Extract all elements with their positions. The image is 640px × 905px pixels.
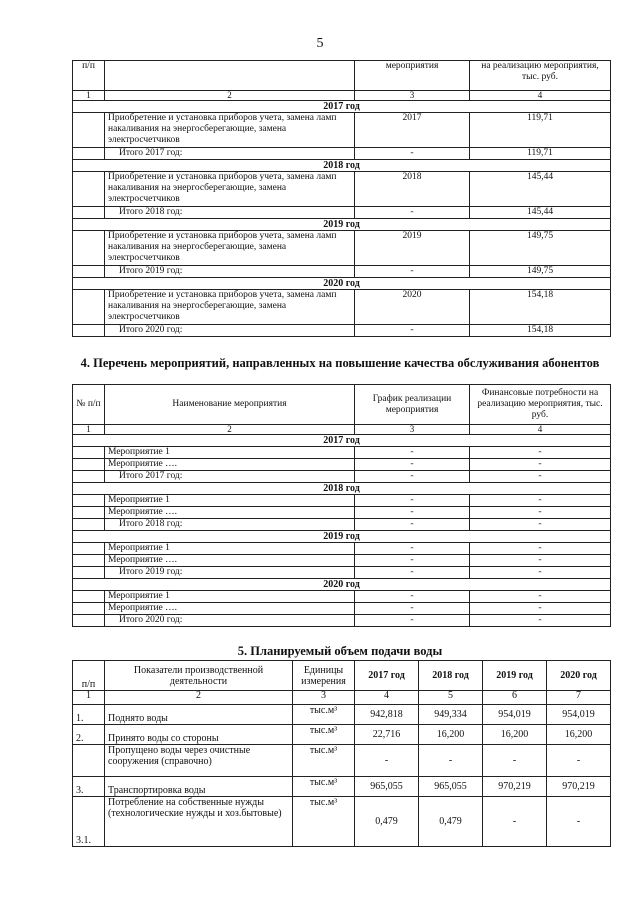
schedule-cell: - xyxy=(355,591,470,603)
schedule-cell: 2019 xyxy=(355,231,470,266)
value-cell: 954,019 xyxy=(547,705,611,725)
total-schedule: - xyxy=(355,325,470,337)
value-cell: 22,716 xyxy=(355,725,419,745)
header-cell: на реализацию мероприятия, тыс. руб. xyxy=(470,61,611,91)
value-cell: - xyxy=(355,745,419,777)
row-number: 2. xyxy=(73,725,105,745)
cost-cell: 145,44 xyxy=(470,172,611,207)
cost-cell: - xyxy=(470,459,611,471)
total-label: Итого 2019 год: xyxy=(105,266,355,278)
index-cell: 5 xyxy=(419,691,483,705)
value-cell: - xyxy=(419,745,483,777)
index-cell: 1 xyxy=(73,691,105,705)
index-cell: 4 xyxy=(470,425,611,435)
value-cell: 949,334 xyxy=(419,705,483,725)
header-cell: График реализации мероприятия xyxy=(355,385,470,425)
header-cell: № п/п xyxy=(73,385,105,425)
header-cell: Финансовые потребности на реализацию мероприятия, тыс. руб. xyxy=(470,385,611,425)
measure-name: Мероприятие 1 xyxy=(105,447,355,459)
measure-name: Мероприятие 1 xyxy=(105,495,355,507)
indicator-name: Пропущено воды через очистные сооружения (справочно) xyxy=(105,745,293,777)
measure-name: Мероприятие …. xyxy=(105,459,355,471)
value-cell: - xyxy=(547,797,611,847)
total-cost: - xyxy=(470,615,611,627)
index-cell: 3 xyxy=(355,91,470,101)
total-cost: - xyxy=(470,567,611,579)
index-cell: 4 xyxy=(470,91,611,101)
total-cost: - xyxy=(470,519,611,531)
total-schedule: - xyxy=(355,207,470,219)
index-cell: 7 xyxy=(547,691,611,705)
cost-cell: - xyxy=(470,603,611,615)
header-cell xyxy=(105,61,355,91)
total-label: Итого 2018 год: xyxy=(105,519,355,531)
value-cell: 16,200 xyxy=(547,725,611,745)
schedule-cell: - xyxy=(355,507,470,519)
total-schedule: - xyxy=(355,471,470,483)
measure-name: Мероприятие …. xyxy=(105,603,355,615)
unit-cell: тыс.м³ xyxy=(293,777,355,797)
year-heading: 2020 год xyxy=(73,278,611,290)
water-supply-table xyxy=(72,660,611,847)
indicator-name: Поднято воды xyxy=(105,705,293,725)
year-heading: 2018 год xyxy=(73,483,611,495)
cost-cell: 119,71 xyxy=(470,113,611,148)
total-label: Итого 2017 год: xyxy=(105,148,355,160)
header-cell: Показатели производственной деятельности xyxy=(105,661,293,691)
index-cell: 1 xyxy=(73,91,105,101)
header-cell: 2017 год xyxy=(355,661,419,691)
cost-cell: - xyxy=(470,495,611,507)
section-5-title: 5. Планируемый объем подачи воды xyxy=(237,644,443,658)
schedule-cell: - xyxy=(355,495,470,507)
schedule-cell: - xyxy=(355,459,470,471)
section-4-title: 4. Перечень мероприятий, направленных на повышение качества обслуживания абонентов xyxy=(80,356,600,370)
indicator-name: Потребление на собственные нужды (технологические нужды и хоз.бытовые) xyxy=(105,797,293,847)
year-heading: 2017 год xyxy=(73,101,611,113)
total-schedule: - xyxy=(355,519,470,531)
value-cell: 16,200 xyxy=(419,725,483,745)
header-cell: 2019 год xyxy=(483,661,547,691)
measure-name: Мероприятие 1 xyxy=(105,543,355,555)
schedule-cell: - xyxy=(355,555,470,567)
value-cell: 16,200 xyxy=(483,725,547,745)
cost-cell: 149,75 xyxy=(470,231,611,266)
header-cell: п/п xyxy=(73,61,105,91)
total-schedule: - xyxy=(355,615,470,627)
index-cell: 3 xyxy=(355,425,470,435)
total-cost: 145,44 xyxy=(470,207,611,219)
value-cell: 942,818 xyxy=(355,705,419,725)
schedule-cell: - xyxy=(355,603,470,615)
header-cell: мероприятия xyxy=(355,61,470,91)
row-number: 1. xyxy=(73,705,105,725)
index-cell: 4 xyxy=(355,691,419,705)
schedule-cell: 2020 xyxy=(355,290,470,325)
measure-name: Мероприятие …. xyxy=(105,507,355,519)
total-schedule: - xyxy=(355,266,470,278)
header-cell: п/п xyxy=(73,661,105,691)
unit-cell: тыс.м³ xyxy=(293,797,355,847)
year-heading: 2020 год xyxy=(73,579,611,591)
unit-cell: тыс.м³ xyxy=(293,745,355,777)
measure-name: Приобретение и установка приборов учета, замена ламп накаливания на энергосберегающие, замена электросчетчиков xyxy=(105,231,355,266)
total-label: Итого 2020 год: xyxy=(105,325,355,337)
schedule-cell: - xyxy=(355,447,470,459)
measure-name: Приобретение и установка приборов учета, замена ламп накаливания на энергосберегающие, замена электросчетчиков xyxy=(105,290,355,325)
schedule-cell: - xyxy=(355,543,470,555)
cost-cell: - xyxy=(470,507,611,519)
value-cell: - xyxy=(483,745,547,777)
indicator-name: Принято воды со стороны xyxy=(105,725,293,745)
service-quality-table xyxy=(72,384,611,627)
value-cell: - xyxy=(483,797,547,847)
total-schedule: - xyxy=(355,567,470,579)
index-cell: 2 xyxy=(105,691,293,705)
value-cell: - xyxy=(547,745,611,777)
header-cell: Единицы измерения xyxy=(293,661,355,691)
schedule-cell: 2017 xyxy=(355,113,470,148)
schedule-cell: 2018 xyxy=(355,172,470,207)
measure-name: Мероприятие 1 xyxy=(105,591,355,603)
measure-name: Приобретение и установка приборов учета, замена ламп накаливания на энергосберегающие, замена электросчетчиков xyxy=(105,172,355,207)
total-cost: - xyxy=(470,471,611,483)
value-cell: 0,479 xyxy=(419,797,483,847)
energy-measures-table xyxy=(72,60,611,337)
index-cell: 2 xyxy=(105,91,355,101)
total-label: Итого 2018 год: xyxy=(105,207,355,219)
value-cell: 965,055 xyxy=(419,777,483,797)
cost-cell: 154,18 xyxy=(470,290,611,325)
row-number xyxy=(73,745,105,777)
total-schedule: - xyxy=(355,148,470,160)
value-cell: 954,019 xyxy=(483,705,547,725)
year-heading: 2019 год xyxy=(73,219,611,231)
value-cell: 970,219 xyxy=(547,777,611,797)
row-number: 3. xyxy=(73,777,105,797)
unit-cell: тыс.м³ xyxy=(293,725,355,745)
index-cell: 2 xyxy=(105,425,355,435)
indicator-name: Транспортировка воды xyxy=(105,777,293,797)
year-heading: 2019 год xyxy=(73,531,611,543)
header-cell: Наименование мероприятия xyxy=(105,385,355,425)
measure-name: Мероприятие …. xyxy=(105,555,355,567)
index-cell: 1 xyxy=(73,425,105,435)
header-cell: 2018 год xyxy=(419,661,483,691)
cost-cell: - xyxy=(470,543,611,555)
total-label: Итого 2019 год: xyxy=(105,567,355,579)
total-label: Итого 2020 год: xyxy=(105,615,355,627)
value-cell: 0,479 xyxy=(355,797,419,847)
index-cell: 6 xyxy=(483,691,547,705)
total-cost: 154,18 xyxy=(470,325,611,337)
index-cell: 3 xyxy=(293,691,355,705)
year-heading: 2017 год xyxy=(73,435,611,447)
total-cost: 149,75 xyxy=(470,266,611,278)
total-label: Итого 2017 год: xyxy=(105,471,355,483)
header-cell: 2020 год xyxy=(547,661,611,691)
cost-cell: - xyxy=(470,447,611,459)
total-cost: 119,71 xyxy=(470,148,611,160)
unit-cell: тыс.м³ xyxy=(293,705,355,725)
value-cell: 970,219 xyxy=(483,777,547,797)
cost-cell: - xyxy=(470,555,611,567)
page-number: 5 xyxy=(316,36,324,51)
year-heading: 2018 год xyxy=(73,160,611,172)
row-number: 3.1. xyxy=(73,797,105,847)
measure-name: Приобретение и установка приборов учета, замена ламп накаливания на энергосберегающие, замена электросчетчиков xyxy=(105,113,355,148)
cost-cell: - xyxy=(470,591,611,603)
value-cell: 965,055 xyxy=(355,777,419,797)
